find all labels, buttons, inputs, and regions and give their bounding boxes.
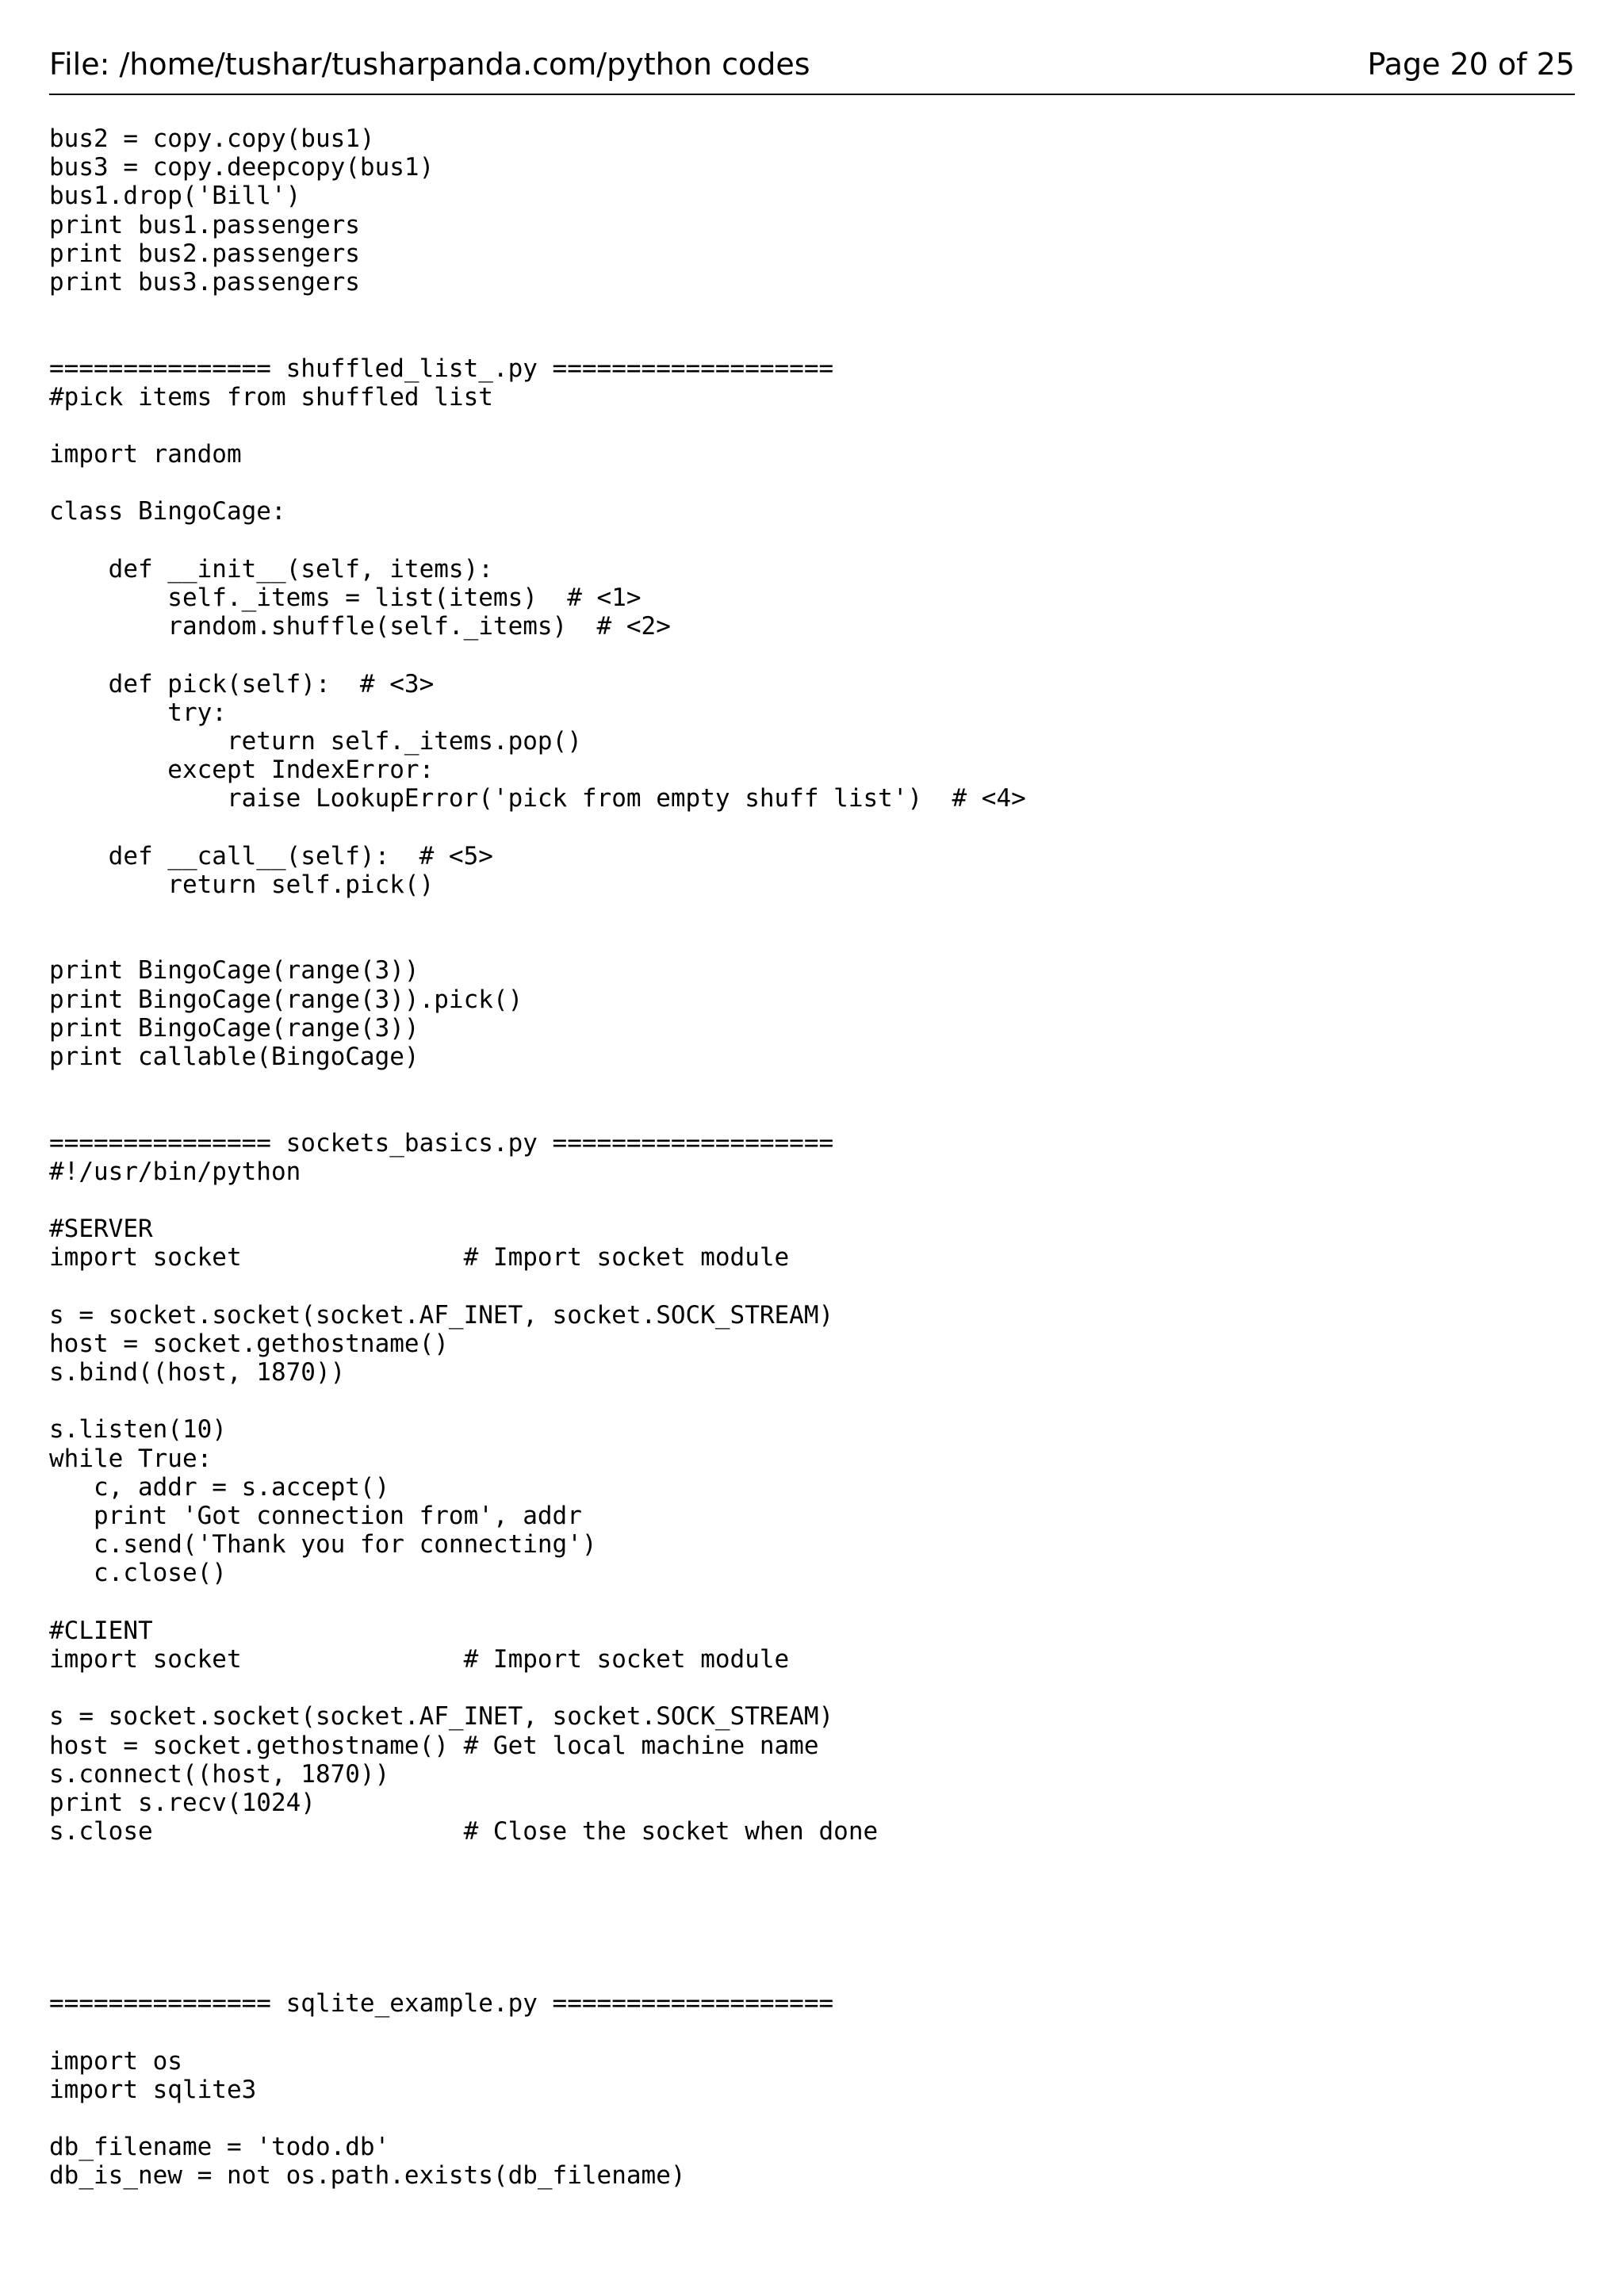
code-line	[49, 1961, 1575, 1989]
code-line: def pick(self): # <3>	[49, 669, 435, 698]
code-line: s.bind((host, 1870))	[49, 1358, 346, 1387]
code-line	[49, 411, 1575, 440]
code-line: def __init__(self, items):	[49, 554, 493, 584]
code-line: import socket # Import socket module	[49, 1243, 790, 1272]
page-number-label: Page 20 of 25	[1367, 47, 1575, 82]
code-line: import socket # Import socket module	[49, 1644, 790, 1674]
code-line: host = socket.gethostname()	[49, 1329, 449, 1358]
code-line	[49, 1071, 1575, 1100]
code-line: s.listen(10)	[49, 1415, 227, 1445]
code-line: =============== shuffled_list_.py ===================	[49, 354, 834, 383]
code-line	[49, 1272, 1575, 1301]
code-line: print 'Got connection from', addr	[49, 1502, 582, 1530]
page-header	[49, 44, 1575, 95]
code-line: return self.pick()	[49, 870, 435, 899]
code-line	[49, 928, 1575, 956]
code-line: print BingoCage(range(3))	[49, 956, 419, 985]
code-line	[49, 813, 1575, 842]
code-line: except IndexError:	[49, 756, 435, 785]
code-line: print callable(BingoCage)	[49, 1043, 419, 1071]
code-line: =============== sockets_basics.py ===================	[49, 1128, 834, 1158]
code-line	[49, 899, 1575, 928]
code-line: while True:	[49, 1444, 213, 1473]
code-listing	[49, 124, 1575, 2191]
code-line	[49, 526, 1575, 555]
code-line: #SERVER	[49, 1215, 153, 1244]
code-line: bus3 = copy.deepcopy(bus1)	[49, 153, 435, 182]
code-line: class BingoCage:	[49, 497, 286, 526]
code-line	[49, 1846, 1575, 1874]
code-line: bus1.drop('Bill')	[49, 182, 301, 211]
code-line: print bus3.passengers	[49, 267, 360, 297]
code-line: #CLIENT	[49, 1616, 153, 1645]
code-line: print bus1.passengers	[49, 210, 360, 239]
code-line	[49, 2104, 1575, 2133]
code-line: def __call__(self): # <5>	[49, 841, 493, 871]
code-line	[49, 1932, 1575, 1961]
code-line: import random	[49, 440, 242, 469]
code-line: print s.recv(1024)	[49, 1788, 316, 1817]
code-line	[49, 1186, 1575, 1215]
code-line: #!/usr/bin/python	[49, 1157, 301, 1186]
code-line: print BingoCage(range(3))	[49, 1013, 419, 1043]
code-line	[49, 1904, 1575, 1932]
code-line: random.shuffle(self._items) # <2>	[49, 612, 671, 641]
file-path-label: File: /home/tushar/tusharpanda.com/python codes	[49, 47, 810, 82]
code-line	[49, 469, 1575, 497]
code-line	[49, 1874, 1575, 1903]
code-line: #pick items from shuffled list	[49, 382, 493, 411]
code-line	[49, 1674, 1575, 1702]
code-line: s = socket.socket(socket.AF_INET, socket.SOCK_STREAM)	[49, 1300, 834, 1330]
code-line: return self._items.pop()	[49, 726, 582, 756]
code-line: raise LookupError('pick from empty shuff list') # <4>	[49, 784, 1026, 813]
code-line: s.close # Close the socket when done	[49, 1817, 879, 1846]
code-line	[49, 2018, 1575, 2046]
code-line: host = socket.gethostname() # Get local machine name	[49, 1731, 819, 1760]
code-line: c.close()	[49, 1559, 227, 1588]
code-line: print bus2.passengers	[49, 239, 360, 268]
code-line: =============== sqlite_example.py ===================	[49, 1989, 834, 2019]
code-line	[49, 641, 1575, 669]
code-line	[49, 1387, 1575, 1415]
code-line	[49, 325, 1575, 354]
code-line	[49, 1588, 1575, 1617]
code-line: import os	[49, 2046, 182, 2076]
code-line: try:	[49, 698, 227, 727]
code-line: s.connect((host, 1870))	[49, 1759, 390, 1789]
code-line: s = socket.socket(socket.AF_INET, socket.SOCK_STREAM)	[49, 1702, 834, 1732]
code-line	[49, 297, 1575, 325]
code-line: db_filename = 'todo.db'	[49, 2133, 390, 2162]
code-line: c, addr = s.accept()	[49, 1472, 390, 1502]
code-line: import sqlite3	[49, 2075, 257, 2104]
code-line: bus2 = copy.copy(bus1)	[49, 124, 375, 153]
code-line: self._items = list(items) # <1>	[49, 584, 642, 612]
code-line: print BingoCage(range(3)).pick()	[49, 985, 523, 1014]
code-line	[49, 1100, 1575, 1128]
code-line: c.send('Thank you for connecting')	[49, 1530, 597, 1559]
code-line: db_is_new = not os.path.exists(db_filename)	[49, 2161, 686, 2191]
